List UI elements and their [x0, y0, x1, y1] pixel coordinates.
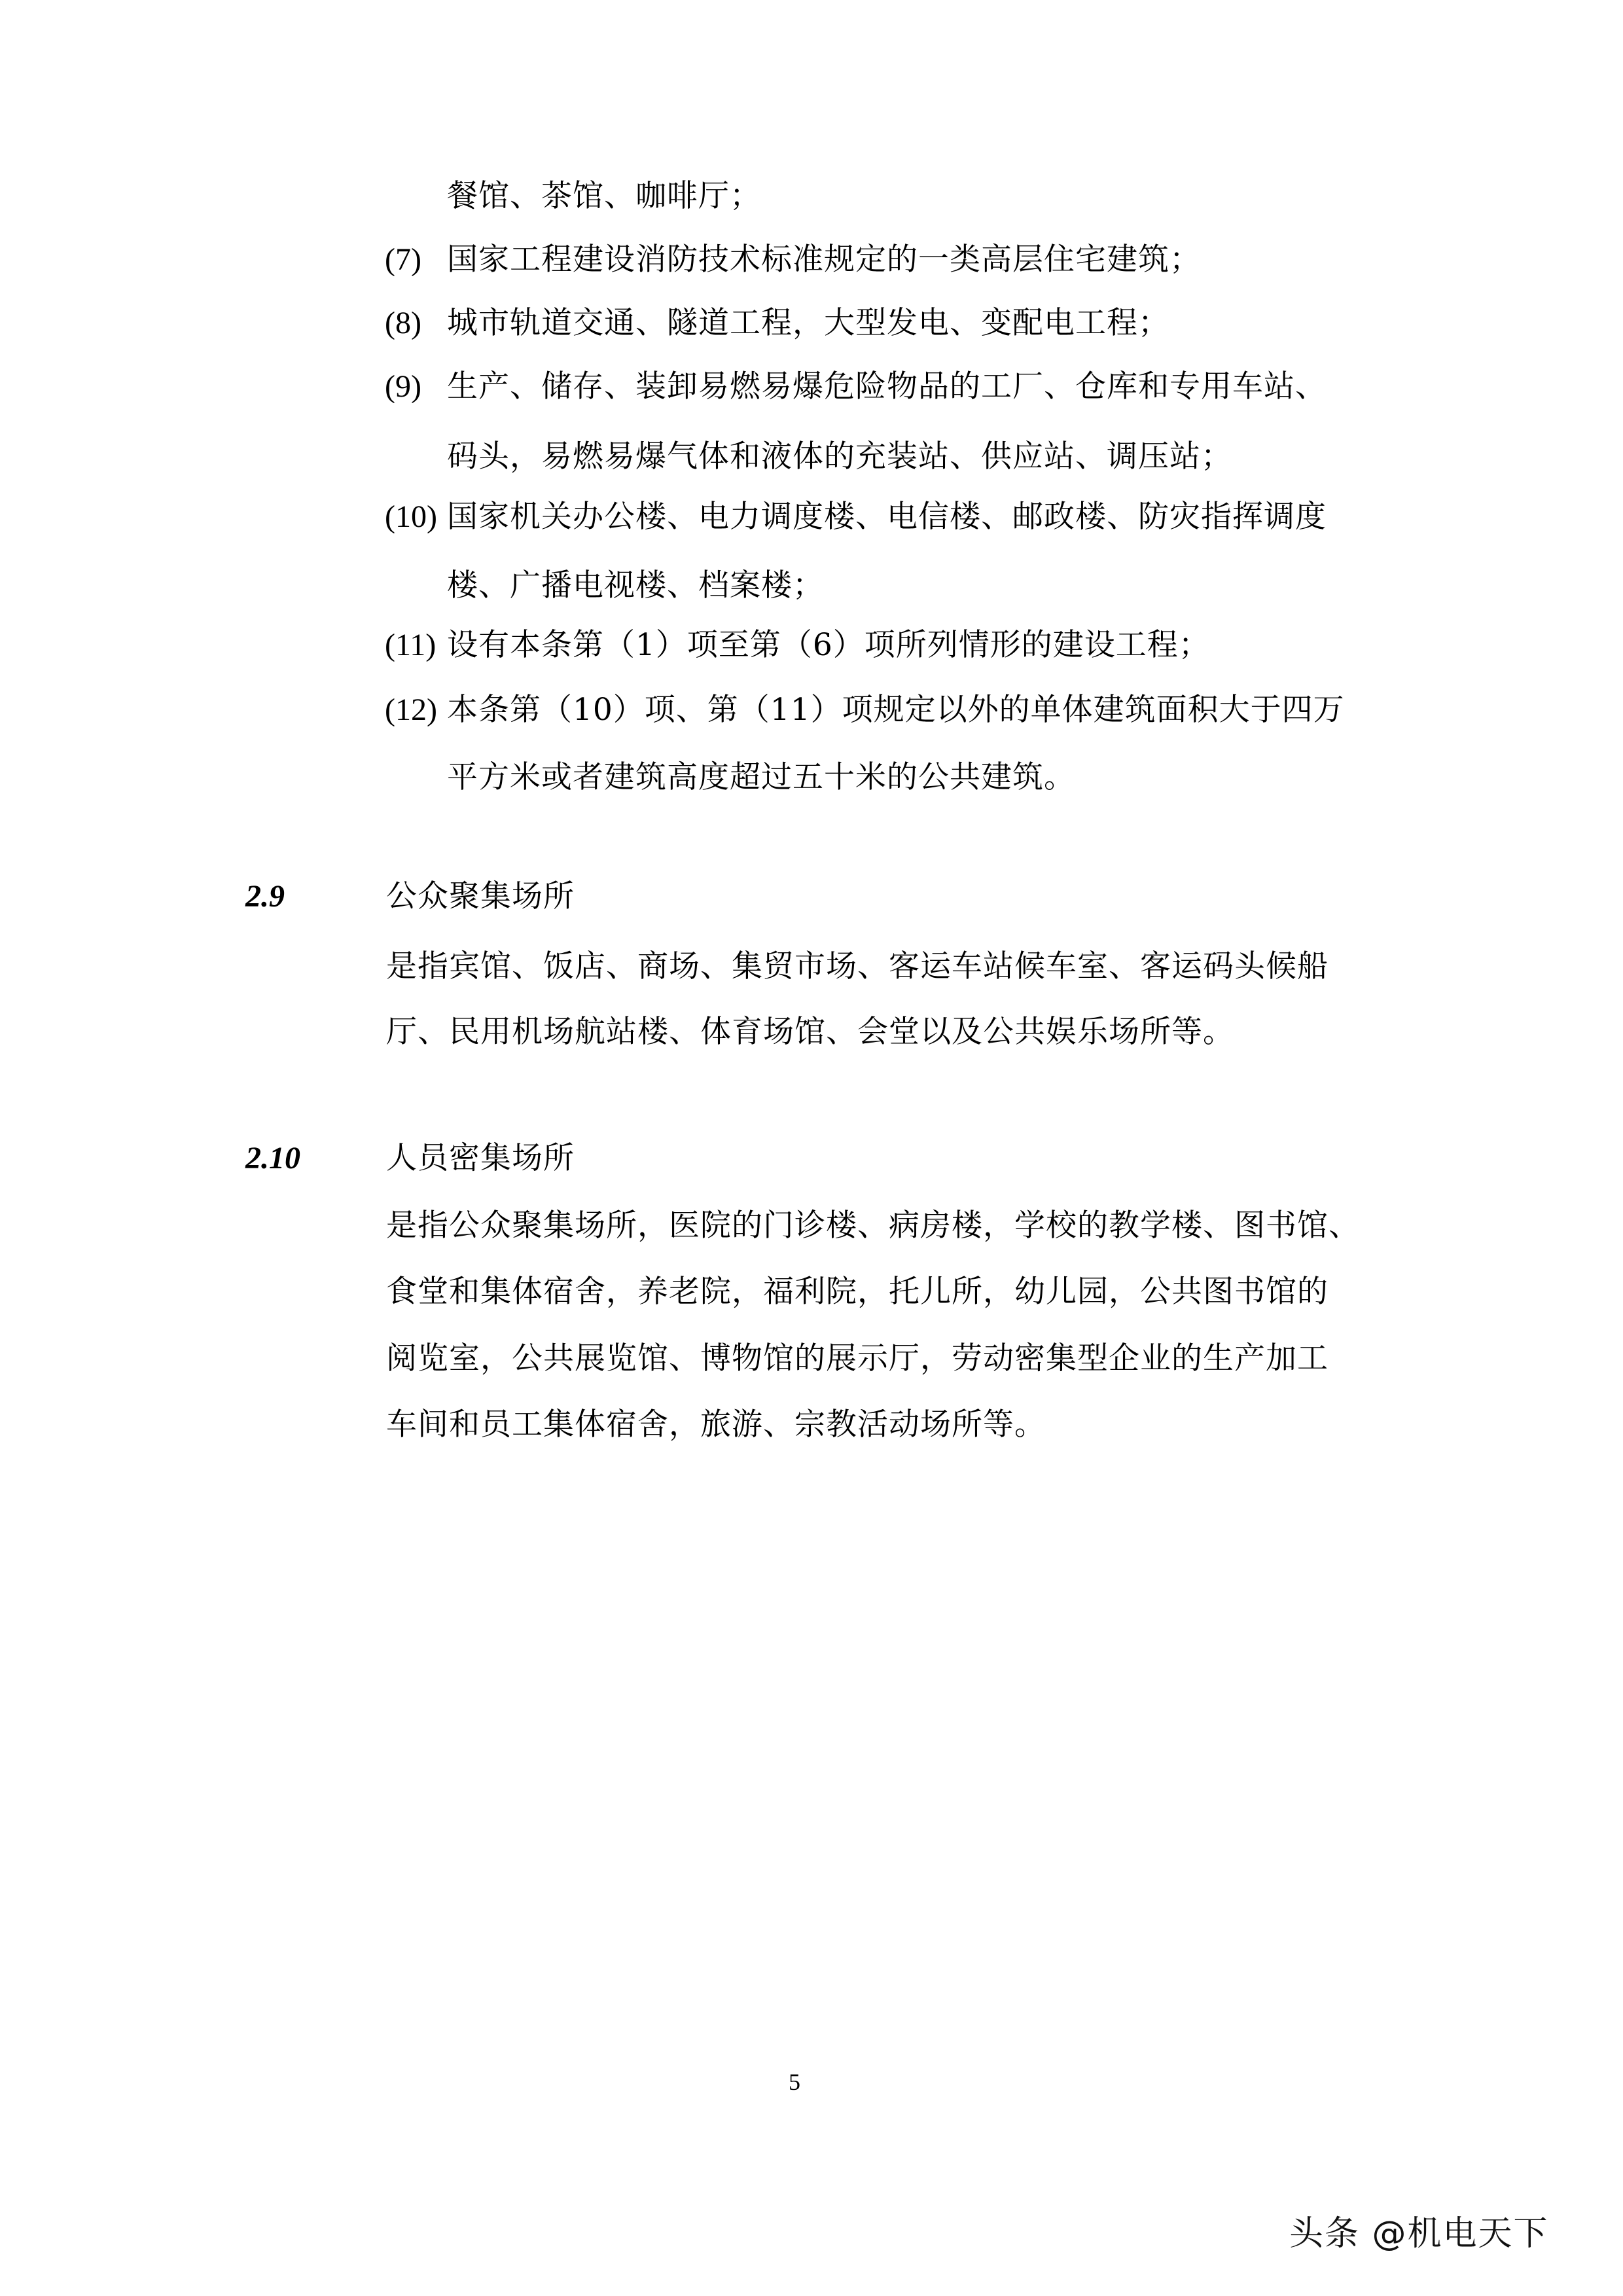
- section-body-line: 车间和员工集体宿舍，旅游、宗教活动场所等。: [386, 1407, 1046, 1443]
- list-line: 码头，易燃易爆气体和液体的充装站、供应站、调压站；: [447, 439, 1232, 475]
- list-number: (10): [385, 499, 437, 534]
- section-title: 公众聚集场所: [386, 878, 575, 914]
- list-line: 城市轨道交通、隧道工程，大型发电、变配电工程；: [447, 305, 1169, 341]
- section-body-line: 厅、民用机场航站楼、体育场馆、会堂以及公共娱乐场所等。: [386, 1014, 1234, 1050]
- section-body-line: 是指宾馆、饭店、商场、集贸市场、客运车站候车室、客运码头候船: [386, 948, 1329, 984]
- list-line: 楼、广播电视楼、档案楼；: [447, 567, 824, 603]
- section-body-line: 是指公众聚集场所，医院的门诊楼、病房楼，学校的教学楼、图书馆、: [386, 1208, 1360, 1244]
- section-number: 2.10: [245, 1141, 300, 1175]
- watermark: 头条 @机电天下: [1289, 2214, 1549, 2253]
- section-number: 2.9: [245, 879, 285, 914]
- list-line: 设有本条第（1）项至第（6）项所列情形的建设工程；: [447, 627, 1210, 663]
- list-number: (11): [385, 628, 437, 662]
- list-line: 本条第（10）项、第（11）项规定以外的单体建筑面积大于四万: [447, 692, 1345, 728]
- section-title: 人员密集场所: [386, 1140, 575, 1176]
- section-body-line: 阅览室，公共展览馆、博物馆的展示厅，劳动密集型企业的生产加工: [386, 1340, 1329, 1376]
- list-line: 国家工程建设消防技术标准规定的一类高层住宅建筑；: [447, 242, 1201, 278]
- list-line: 餐馆、茶馆、咖啡厅；: [447, 178, 761, 214]
- list-number: (9): [385, 369, 421, 404]
- list-number: (12): [385, 692, 437, 727]
- page-number: 5: [789, 2069, 800, 2095]
- section-body-line: 食堂和集体宿舍，养老院，福利院，托儿所，幼儿园，公共图书馆的: [386, 1274, 1329, 1310]
- list-line: 国家机关办公楼、电力调度楼、电信楼、邮政楼、防灾指挥调度: [447, 499, 1327, 535]
- list-number: (8): [385, 306, 421, 340]
- list-number: (7): [385, 242, 421, 277]
- list-line: 平方米或者建筑高度超过五十米的公共建筑。: [447, 759, 1075, 795]
- list-line: 生产、储存、装卸易燃易爆危险物品的工厂、仓库和专用车站、: [447, 368, 1327, 404]
